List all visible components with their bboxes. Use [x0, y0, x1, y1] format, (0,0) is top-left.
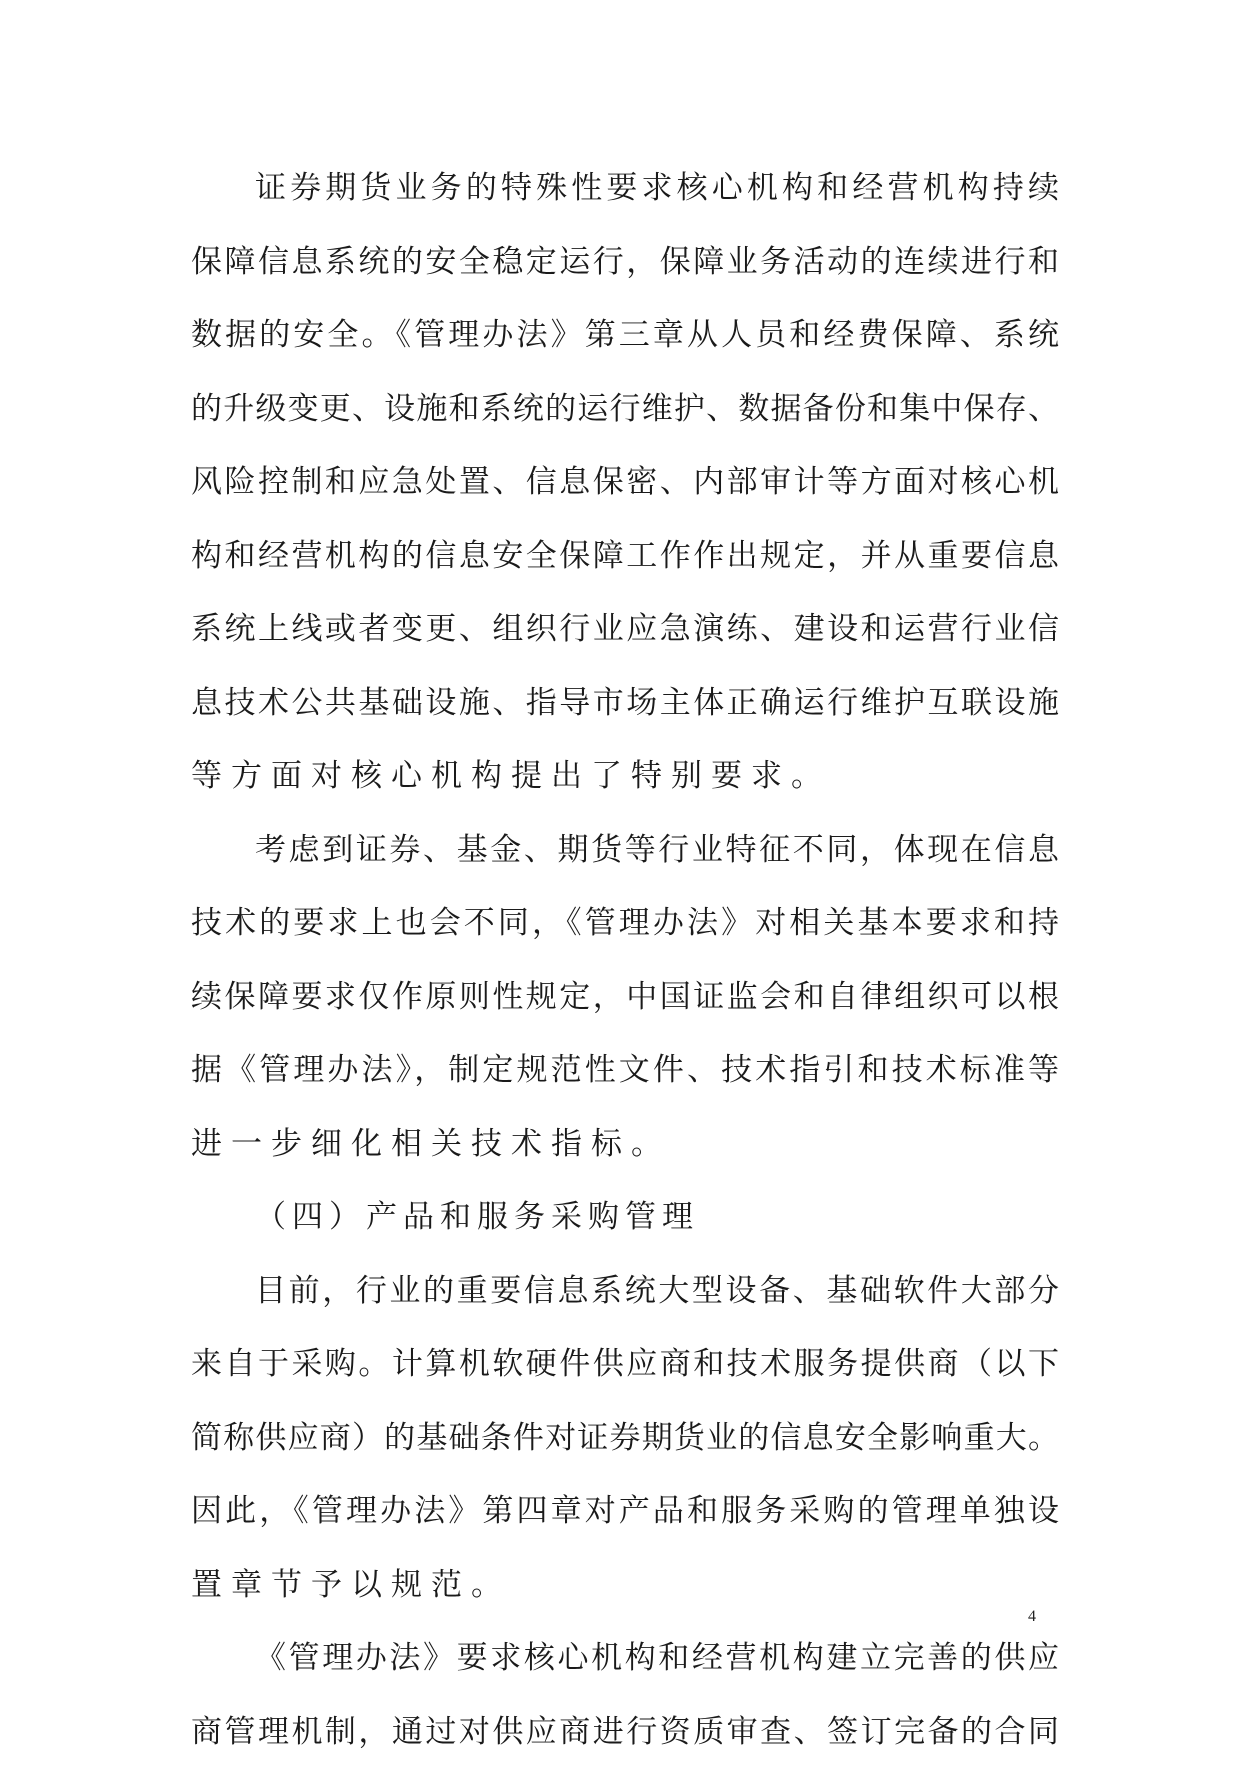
paragraph-1-line-8: 息技术公共基础设施、指导市场主体正确运行维护互联设施 [191, 667, 1059, 741]
paragraph-2-line-2: 技术的要求上也会不同，《管理办法》对相关基本要求和持 [191, 887, 1059, 961]
paragraph-1-line-2: 保障信息系统的安全稳定运行，保障业务活动的连续进行和 [191, 226, 1059, 300]
paragraph-3-line-3: 简称供应商）的基础条件对证券期货业的信息安全影响重大。 [191, 1402, 1059, 1476]
paragraph-1-line-6: 构和经营机构的信息安全保障工作作出规定，并从重要信息 [191, 520, 1059, 594]
paragraph-3-line-4: 因此，《管理办法》第四章对产品和服务采购的管理单独设 [191, 1475, 1059, 1549]
paragraph-2-line-4: 据《管理办法》，制定规范性文件、技术指引和技术标准等 [191, 1034, 1059, 1108]
paragraph-3-line-5: 置章节予以规范。 [191, 1549, 1059, 1623]
paragraph-1-line-7: 系统上线或者变更、组织行业应急演练、建设和运营行业信 [191, 593, 1059, 667]
paragraph-1-line-3: 数据的安全。《管理办法》第三章从人员和经费保障、系统 [191, 299, 1059, 373]
body-text [191, 152, 1059, 1769]
page-number: 4 [1028, 1608, 1036, 1626]
paragraph-1-line-5: 风险控制和应急处置、信息保密、内部审计等方面对核心机 [191, 446, 1059, 520]
paragraph-3-line-2: 来自于采购。计算机软硬件供应商和技术服务提供商（以下 [191, 1328, 1059, 1402]
paragraph-3-line-1: 目前，行业的重要信息系统大型设备、基础软件大部分 [191, 1255, 1059, 1329]
paragraph-4-line-1: 《管理办法》要求核心机构和经营机构建立完善的供应 [191, 1622, 1059, 1696]
paragraph-1-line-4: 的升级变更、设施和系统的运行维护、数据备份和集中保存、 [191, 373, 1059, 447]
paragraph-2-line-3: 续保障要求仅作原则性规定，中国证监会和自律组织可以根 [191, 961, 1059, 1035]
paragraph-4-line-2: 商管理机制，通过对供应商进行资质审查、签订完备的合同 [191, 1696, 1059, 1769]
paragraph-1-line-1: 证券期货业务的特殊性要求核心机构和经营机构持续 [191, 152, 1059, 226]
paragraph-1-line-9: 等方面对核心机构提出了特别要求。 [191, 740, 1059, 814]
paragraph-2-line-5: 进一步细化相关技术指标。 [191, 1108, 1059, 1182]
paragraph-2-line-1: 考虑到证券、基金、期货等行业特征不同，体现在信息 [191, 814, 1059, 888]
section-heading: （四）产品和服务采购管理 [191, 1181, 1059, 1255]
